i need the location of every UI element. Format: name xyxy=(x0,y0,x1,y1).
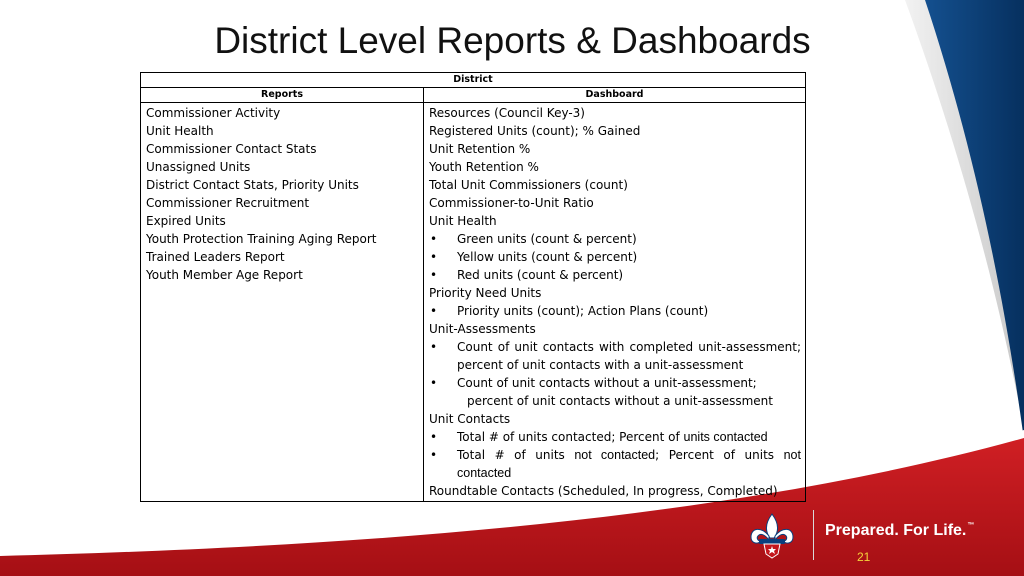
bullet-text: Green units (count & percent) xyxy=(457,232,637,246)
district-table xyxy=(140,72,806,502)
dashboard-bullet-item xyxy=(429,266,801,284)
tagline-text: Prepared. For Life. xyxy=(825,522,967,539)
bullet-text-line: Count of unit contacts without a unit-assessment; xyxy=(457,376,757,390)
bullet-text: not contacted xyxy=(574,448,656,462)
slide-title: District Level Reports & Dashboards xyxy=(214,20,811,61)
bullet-text-line xyxy=(457,446,801,464)
dashboard-bullet-item xyxy=(429,248,801,266)
dashboard-bullet-item xyxy=(429,302,801,320)
bullet-text: ; Percent of units xyxy=(655,448,775,462)
bullet-text-line: percent of unit contacts without a unit-assessment xyxy=(467,394,773,408)
bullet-text: Yellow units (count & percent) xyxy=(457,250,638,264)
dashboard-section-heading: Unit-Assessments xyxy=(429,322,536,336)
dashboard-bullet-item xyxy=(429,428,801,446)
report-item: Youth Member Age Report xyxy=(146,268,303,282)
bullet-icon: • xyxy=(430,340,438,354)
dashboard-item: Resources (Council Key-3) xyxy=(429,106,585,120)
dashboard-item: Youth Retention % xyxy=(429,160,539,174)
dashboard-item: Commissioner-to-Unit Ratio xyxy=(429,196,594,210)
dashboard-item: Registered Units (count); % Gained xyxy=(429,124,641,138)
report-item: Unit Health xyxy=(146,124,214,138)
bullet-icon: • xyxy=(430,304,438,318)
bullet-text-line: Count of unit contacts with completed unit-assessment; xyxy=(457,340,801,354)
bullet-text: Red units (count & percent) xyxy=(457,268,624,282)
dashboard-bullet-item xyxy=(429,446,801,482)
dashboard-bullet-item xyxy=(429,338,801,374)
dashboard-item: Unit Retention % xyxy=(429,142,531,156)
bullet-text: Priority units (count); Action Plans (count) xyxy=(457,304,709,318)
dashboard-bullet-item xyxy=(429,230,801,248)
report-item: Trained Leaders Report xyxy=(146,250,285,264)
dashboard-section-heading: Priority Need Units xyxy=(429,286,542,300)
report-item: Commissioner Activity xyxy=(146,106,281,120)
dashboard-item: Roundtable Contacts (Scheduled, In progress, Completed) xyxy=(429,484,778,498)
bullet-icon: • xyxy=(430,250,438,264)
page-number: 21 xyxy=(857,550,871,564)
dashboard-column xyxy=(424,103,806,502)
bullet-text: Total # of units contacted; Percent of xyxy=(457,430,680,444)
bullet-icon: • xyxy=(430,268,438,282)
tagline xyxy=(825,522,974,540)
footer-divider xyxy=(813,510,814,560)
column-header-dashboard: Dashboard xyxy=(424,88,806,103)
bullet-text: Total # of units xyxy=(457,448,565,462)
report-item: Commissioner Recruitment xyxy=(146,196,310,210)
report-item: Youth Protection Training Aging Report xyxy=(146,232,377,246)
report-item: Expired Units xyxy=(146,214,226,228)
bullet-icon: • xyxy=(430,232,438,246)
table-header-district: District xyxy=(141,73,806,88)
bullet-text-line: percent of unit contacts with a unit-assessment xyxy=(457,358,744,372)
bullet-icon: • xyxy=(430,448,438,462)
trademark-symbol: ™ xyxy=(967,522,975,529)
bullet-text-line: contacted xyxy=(457,466,512,480)
bullet-text: units contacted xyxy=(683,430,768,444)
report-item: Unassigned Units xyxy=(146,160,251,174)
fleur-de-lis-logo-icon xyxy=(747,512,797,560)
bullet-text: not xyxy=(783,448,801,462)
dashboard-section-heading: Unit Contacts xyxy=(429,412,511,426)
bullet-icon: • xyxy=(430,430,438,444)
dashboard-section-heading: Unit Health xyxy=(429,214,497,228)
bullet-icon: • xyxy=(430,376,438,390)
dashboard-item: Total Unit Commissioners (count) xyxy=(429,178,628,192)
dashboard-bullet-item xyxy=(429,374,801,392)
column-header-reports: Reports xyxy=(141,88,424,103)
report-item: Commissioner Contact Stats xyxy=(146,142,317,156)
reports-column xyxy=(141,103,424,502)
report-item: District Contact Stats, Priority Units xyxy=(146,178,359,192)
